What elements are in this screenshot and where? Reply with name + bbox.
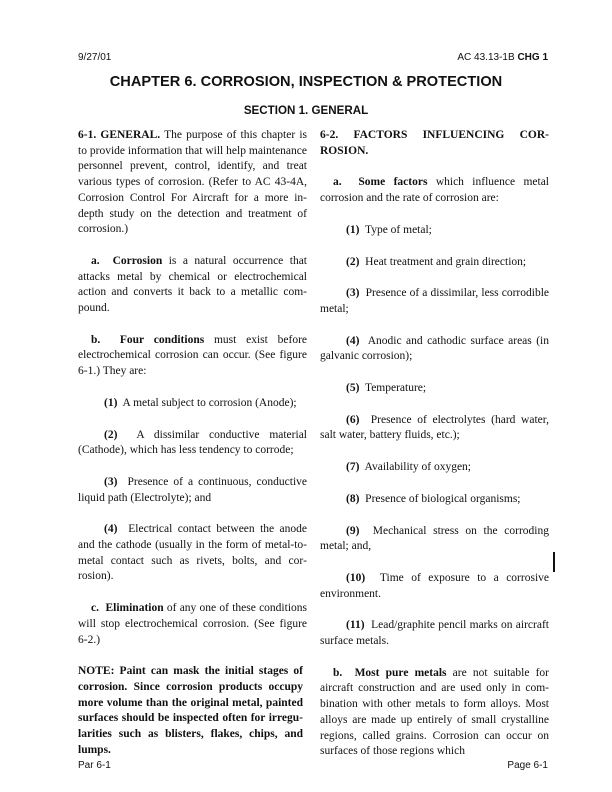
list-item: (9) Mechanical stress on the corroding metal; and, xyxy=(320,524,549,553)
para-c: c. Elimination of any one of these conditions will stop electrochemical corrosion. (See figure 6-2.) xyxy=(78,602,307,646)
left-column xyxy=(78,128,307,775)
list-item: (7) Availability of oxygen; xyxy=(346,461,472,474)
para-a: a. Corrosion is a natural occurrence that attacks metal by chemical or electrochemical action and converts it back to a metallic compound. xyxy=(78,254,307,315)
header-date: 9/27/01 xyxy=(78,52,112,63)
note-block: NOTE: Paint can mask the initial stages of corrosion. Since corrosion products occupy more volume than the original metal, painted surfaces should be inspected often for irregularities such as blisters, flakes, chips, and lumps. xyxy=(78,665,303,756)
list-item: (11) Lead/graphite pencil marks on aircraft surface metals. xyxy=(320,619,549,648)
section-title: SECTION 1. GENERAL xyxy=(243,104,369,117)
para-6-1: 6-1. GENERAL. The purpose of this chapter is to provide information that will help maintenance personnel prevent, control, identify, and treat various types of corrosion. (Refer to AC 43-4A, Corrosion Control For Aircraft for a more in-depth study on the detection and treatment of corrosion.) xyxy=(78,129,307,236)
para-heading: 6-1. GENERAL. xyxy=(78,129,161,141)
term: Elimination xyxy=(105,602,164,615)
right-column xyxy=(320,128,549,776)
list-item: (3) Presence of a dissimilar, less corrodible metal; xyxy=(320,287,549,315)
change-label: CHG 1 xyxy=(517,52,548,63)
chapter-title: CHAPTER 6. CORROSION, INSPECTION & PROTECTION xyxy=(109,74,503,90)
list-item: (10) Time of exposure to a corrosive environment. xyxy=(320,571,549,600)
list-item: (6) Presence of electrolytes (hard water, salt water, battery fluids, etc.); xyxy=(320,413,550,442)
term: Four conditions xyxy=(119,333,205,346)
footer-paragraph-ref: Par 6-1 xyxy=(78,760,111,771)
list-item: (2) Heat treatment and grain direction; xyxy=(346,255,527,268)
list-item: (3) Presence of a continuous, conductive liquid path (Electrolyte); and xyxy=(78,475,307,504)
term: Some factors xyxy=(358,176,428,189)
doc-id: AC 43.13-1B xyxy=(457,52,515,63)
para-a: a. Some factors which influence metal corrosion and the rate of corrosion are: xyxy=(320,176,549,205)
list-item: (4) Electrical contact between the anode and the cathode (usually in the form of metal-to-metal contact such as rivets, bolts, and corrosion). xyxy=(78,523,308,583)
para-6-2 xyxy=(320,128,549,159)
change-bar xyxy=(553,552,555,572)
para-b: b. Four conditions must exist before electrochemical corrosion can occur. (See figure 6-1.) They are: xyxy=(78,333,308,378)
list-item: (1) A metal subject to corrosion (Anode); xyxy=(104,396,297,409)
list-item: (2) A dissimilar conductive material (Cathode), which has less tendency to corrode; xyxy=(78,428,307,457)
list-item: (5) Temperature; xyxy=(346,382,427,395)
para-b: b. Most pure metals are not suitable for aircraft construction and are used only in combination with other metals to form alloys. Most alloys are made up entirely of small crystalline regions, called grains. Corrosion can occur on surfaces of those regions which xyxy=(320,666,550,758)
para-heading: 6-2. FACTORS INFLUENCING CORROSION. xyxy=(320,129,549,157)
list-item: (8) Presence of biological organisms; xyxy=(346,492,521,505)
header-doc-id xyxy=(457,52,548,63)
term: Corrosion xyxy=(112,254,163,267)
list-item: (4) Anodic and cathodic surface areas (in galvanic corrosion); xyxy=(320,334,549,363)
term: Most pure metals xyxy=(354,666,447,679)
list-item: (1) Type of metal; xyxy=(346,223,432,236)
footer-page-number: Page 6-1 xyxy=(507,760,548,771)
